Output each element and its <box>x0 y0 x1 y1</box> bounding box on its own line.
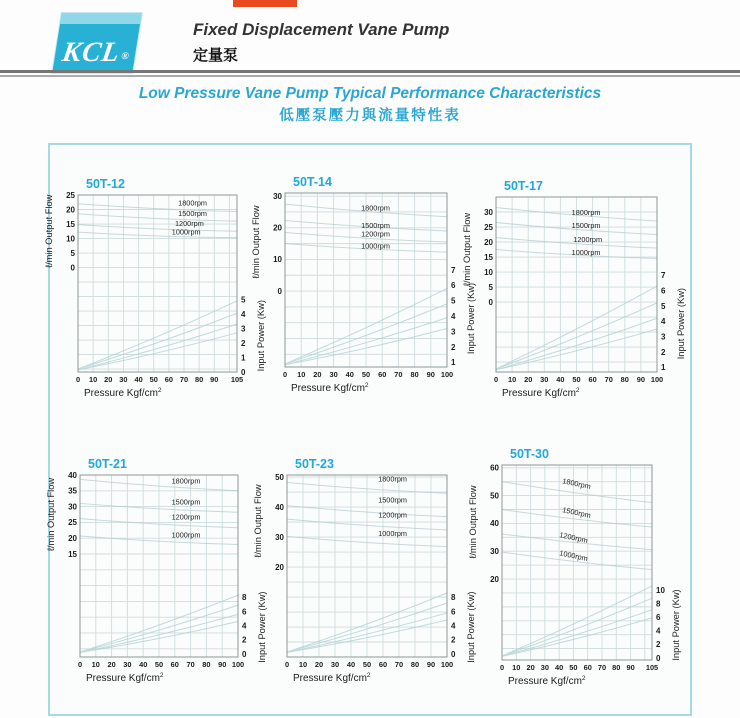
svg-text:0: 0 <box>488 297 493 307</box>
svg-text:0: 0 <box>493 375 499 384</box>
x-tick-labels <box>494 375 663 384</box>
legend-label-1000rpm: 1000rpm <box>378 529 408 539</box>
x-axis-label: Pressure Kgf/$cm^2$ <box>84 387 162 399</box>
legend-label-1800rpm: 1800rpm <box>561 476 592 492</box>
svg-text:4: 4 <box>656 626 661 636</box>
svg-text:70: 70 <box>179 375 189 384</box>
svg-text:6: 6 <box>656 612 661 622</box>
svg-text:5: 5 <box>488 282 493 292</box>
x-tick-labels <box>500 663 658 672</box>
svg-text:40: 40 <box>139 660 148 669</box>
x-tick-labels <box>283 370 453 379</box>
svg-text:40: 40 <box>134 375 143 384</box>
svg-text:50: 50 <box>149 375 158 384</box>
legend-label-1800rpm: 1800rpm <box>378 474 408 484</box>
svg-text:50: 50 <box>569 663 578 672</box>
legend-label-1800rpm: 1800rpm <box>178 198 207 208</box>
chart-title: 50T-14 <box>293 175 332 189</box>
svg-text:3: 3 <box>241 324 246 334</box>
flow-curve-1200rpm <box>78 225 237 232</box>
legend-label-1000rpm: 1000rpm <box>171 530 201 540</box>
svg-text:25: 25 <box>68 518 77 528</box>
svg-text:7: 7 <box>451 265 456 275</box>
svg-text:6: 6 <box>661 286 666 296</box>
svg-text:60: 60 <box>170 660 179 669</box>
svg-text:30: 30 <box>329 370 338 379</box>
svg-text:30: 30 <box>119 375 128 384</box>
svg-text:20: 20 <box>524 375 533 384</box>
svg-text:8: 8 <box>242 593 247 603</box>
legend-label-1000rpm: 1000rpm <box>571 247 601 257</box>
svg-text:90: 90 <box>426 660 436 669</box>
power-tick-labels <box>241 295 246 377</box>
legend-label-1000rpm: 1000rpm <box>171 227 201 237</box>
svg-text:80: 80 <box>202 660 211 669</box>
svg-text:25: 25 <box>484 222 493 232</box>
svg-text:10: 10 <box>89 375 98 384</box>
svg-text:80: 80 <box>195 375 204 384</box>
legend <box>361 203 390 250</box>
svg-text:40: 40 <box>555 663 564 672</box>
power-curve-1000rpm <box>78 333 237 370</box>
grid <box>502 465 652 660</box>
svg-text:0: 0 <box>656 653 661 663</box>
legend-label-1800rpm: 1800rpm <box>171 476 201 486</box>
svg-text:0: 0 <box>70 263 75 273</box>
flow-tick-labels <box>490 464 499 584</box>
svg-text:20: 20 <box>68 533 77 543</box>
svg-text:2: 2 <box>451 635 456 645</box>
legend-label-1200rpm: 1200rpm <box>174 218 204 228</box>
chart-50T-14 <box>247 170 483 407</box>
legend <box>172 477 201 540</box>
svg-text:90: 90 <box>426 370 435 379</box>
chart-title: 50T-23 <box>295 457 334 471</box>
svg-text:20: 20 <box>275 562 284 572</box>
svg-text:2: 2 <box>242 635 247 645</box>
svg-text:60: 60 <box>588 375 597 384</box>
svg-text:10: 10 <box>297 370 306 379</box>
svg-text:70: 70 <box>394 660 404 669</box>
svg-text:0: 0 <box>75 375 81 384</box>
svg-text:4: 4 <box>451 311 456 321</box>
svg-text:10: 10 <box>656 585 665 595</box>
svg-text:20: 20 <box>107 660 116 669</box>
legend <box>559 476 592 563</box>
svg-text:50: 50 <box>572 375 581 384</box>
svg-text:0: 0 <box>77 660 83 669</box>
svg-text:6: 6 <box>451 281 456 291</box>
svg-text:80: 80 <box>410 370 419 379</box>
svg-text:1: 1 <box>661 363 666 373</box>
svg-text:60: 60 <box>583 663 592 672</box>
power-axis-label: Input Power (Kw) <box>671 589 681 661</box>
svg-text:100: 100 <box>440 370 454 379</box>
legend-label-1500rpm: 1500rpm <box>178 208 207 218</box>
svg-text:6: 6 <box>451 607 456 617</box>
svg-text:105: 105 <box>645 663 659 672</box>
svg-text:5: 5 <box>70 248 75 258</box>
svg-text:10: 10 <box>273 255 282 265</box>
svg-text:30: 30 <box>330 660 340 669</box>
chart-50T-21 <box>42 452 274 697</box>
svg-text:100: 100 <box>231 660 245 669</box>
svg-text:15: 15 <box>68 549 77 559</box>
svg-text:20: 20 <box>484 237 493 247</box>
svg-text:10: 10 <box>484 267 493 277</box>
svg-text:50: 50 <box>362 660 372 669</box>
chart-title: 50T-30 <box>510 447 549 461</box>
svg-text:70: 70 <box>186 660 195 669</box>
svg-text:70: 70 <box>394 370 403 379</box>
svg-text:15: 15 <box>484 252 493 262</box>
svg-text:70: 70 <box>597 663 607 672</box>
svg-text:90: 90 <box>218 660 227 669</box>
power-tick-labels <box>451 593 456 659</box>
flow-axis-label: ℓ/min Output Flow <box>462 212 472 287</box>
svg-text:0: 0 <box>241 367 246 377</box>
chart-title: 50T-21 <box>88 457 127 471</box>
legend-label-1800rpm: 1800rpm <box>571 208 601 218</box>
legend-label-1200rpm: 1200rpm <box>378 510 408 520</box>
svg-text:30: 30 <box>275 532 284 542</box>
svg-text:105: 105 <box>230 375 244 384</box>
legend-label-1500rpm: 1500rpm <box>561 505 592 520</box>
svg-text:10: 10 <box>507 375 517 384</box>
svg-text:10: 10 <box>512 663 521 672</box>
plot-border <box>502 465 652 660</box>
flow-tick-labels <box>66 191 75 273</box>
svg-text:40: 40 <box>346 660 356 669</box>
svg-text:30: 30 <box>273 191 282 201</box>
legend-label-1200rpm: 1200rpm <box>558 530 589 545</box>
svg-text:2: 2 <box>241 338 246 348</box>
svg-text:6: 6 <box>242 607 247 617</box>
svg-text:40: 40 <box>556 375 565 384</box>
subtitle-en: Low Pressure Vane Pump Typical Performance Characteristics <box>138 85 602 102</box>
svg-text:1: 1 <box>241 353 246 363</box>
flow-curve-1500rpm <box>78 214 237 221</box>
svg-text:50: 50 <box>490 491 499 501</box>
flow-curve-1000rpm <box>78 232 237 238</box>
svg-text:30: 30 <box>540 663 549 672</box>
legend-label-1200rpm: 1200rpm <box>171 512 201 522</box>
chart-title: 50T-17 <box>504 179 543 193</box>
power-tick-labels <box>451 266 456 367</box>
legend-label-1500rpm: 1500rpm <box>361 220 390 230</box>
flow-curves <box>78 204 237 238</box>
svg-text:30: 30 <box>540 375 549 384</box>
svg-text:90: 90 <box>626 663 635 672</box>
svg-text:0: 0 <box>451 649 456 659</box>
flow-tick-labels <box>484 208 493 307</box>
power-axis-label: Input Power (Kw) <box>466 591 476 663</box>
page-title-zh: 定量泵 <box>193 47 239 64</box>
plot-border <box>78 195 237 372</box>
svg-text:30: 30 <box>68 502 77 512</box>
legend-label-1200rpm: 1200rpm <box>573 235 603 245</box>
svg-text:60: 60 <box>378 660 388 669</box>
svg-text:60: 60 <box>490 463 499 473</box>
svg-text:60: 60 <box>378 370 387 379</box>
svg-text:40: 40 <box>345 370 354 379</box>
svg-text:20: 20 <box>273 223 282 233</box>
svg-text:20: 20 <box>490 574 499 584</box>
flow-axis-label: ℓ/min Output Flow <box>46 477 56 552</box>
flow-axis-label: ℓ/min Output Flow <box>253 484 263 558</box>
chart-50T-17 <box>458 174 693 412</box>
logo-word: KCL <box>60 37 123 68</box>
subtitle-zh: 低壓泵壓力與流量特性表 <box>279 108 461 124</box>
svg-text:35: 35 <box>68 486 77 496</box>
svg-text:70: 70 <box>604 375 613 384</box>
svg-text:60: 60 <box>164 375 173 384</box>
svg-text:3: 3 <box>451 327 456 337</box>
svg-text:4: 4 <box>242 621 247 631</box>
svg-text:2: 2 <box>661 347 666 357</box>
svg-text:10: 10 <box>298 660 308 669</box>
svg-text:5: 5 <box>661 301 666 311</box>
svg-text:80: 80 <box>620 375 629 384</box>
power-axis-label: Input Power (Kw) <box>466 282 476 355</box>
svg-text:4: 4 <box>451 621 456 631</box>
svg-text:20: 20 <box>313 370 322 379</box>
svg-text:0: 0 <box>242 649 247 659</box>
svg-text:1: 1 <box>451 358 456 368</box>
svg-text:90: 90 <box>210 375 219 384</box>
power-axis-label: Input Power (Kw) <box>676 287 686 360</box>
svg-text:20: 20 <box>66 205 75 215</box>
x-axis-label: Pressure Kgf/$cm^2$ <box>293 672 371 684</box>
legend-label-1500rpm: 1500rpm <box>378 495 408 505</box>
svg-text:30: 30 <box>484 207 493 217</box>
svg-text:5: 5 <box>241 295 246 305</box>
flow-tick-labels <box>273 192 282 296</box>
power-axis-label: Input Power (Kw) <box>256 300 266 372</box>
svg-text:3: 3 <box>661 332 666 342</box>
power-curve-1200rpm <box>502 610 652 657</box>
legend-label-1000rpm: 1000rpm <box>361 241 390 251</box>
svg-text:20: 20 <box>526 663 535 672</box>
svg-text:2: 2 <box>656 640 661 650</box>
grid <box>78 195 237 372</box>
x-axis-label: Pressure Kgf/$cm^2$ <box>291 382 369 394</box>
svg-text:0: 0 <box>499 663 505 672</box>
svg-text:0: 0 <box>277 286 282 296</box>
svg-text:5: 5 <box>451 296 456 306</box>
legend <box>378 474 407 538</box>
grid <box>287 475 447 657</box>
x-tick-labels <box>285 660 453 669</box>
flow-curve-1800rpm <box>78 204 237 212</box>
svg-text:20: 20 <box>314 660 324 669</box>
svg-text:0: 0 <box>284 660 290 669</box>
svg-text:50: 50 <box>361 370 371 379</box>
svg-text:7: 7 <box>661 271 666 281</box>
svg-text:10: 10 <box>91 660 100 669</box>
power-curve-1200rpm <box>78 324 237 370</box>
x-tick-labels <box>76 375 243 384</box>
svg-text:80: 80 <box>612 663 621 672</box>
svg-text:30: 30 <box>490 547 499 557</box>
flow-axis-label: ℓ/min Output Flow <box>251 205 261 279</box>
grid <box>285 193 447 367</box>
power-axis-label: Input Power (Kw) <box>257 591 267 663</box>
legend-label-1800rpm: 1800rpm <box>361 203 390 213</box>
svg-text:4: 4 <box>241 309 246 319</box>
flow-tick-labels <box>68 471 77 559</box>
svg-text:40: 40 <box>68 470 77 480</box>
flow-axis-label: ℓ/min Output Flow <box>44 194 54 268</box>
chart-50T-30 <box>464 442 688 700</box>
svg-text:90: 90 <box>636 375 646 384</box>
page-title-en: Fixed Displacement Vane Pump <box>193 20 450 39</box>
svg-text:15: 15 <box>66 219 75 229</box>
x-axis-label: Pressure Kgf/$cm^2$ <box>502 387 580 399</box>
power-curve-1500rpm <box>78 313 237 369</box>
svg-text:50: 50 <box>154 660 164 669</box>
svg-text:100: 100 <box>650 375 664 384</box>
svg-text:80: 80 <box>410 660 420 669</box>
legend-label-1500rpm: 1500rpm <box>171 497 201 507</box>
svg-text:100: 100 <box>440 660 454 669</box>
svg-text:30: 30 <box>123 660 132 669</box>
svg-text:50: 50 <box>275 472 284 482</box>
chart-title: 50T-12 <box>86 177 125 191</box>
chart-50T-12 <box>40 172 273 412</box>
flow-tick-labels <box>275 473 284 572</box>
power-tick-labels <box>656 586 665 663</box>
legend-label-1000rpm: 1000rpm <box>558 548 589 564</box>
flow-axis-label: ℓ/min Output Flow <box>468 485 478 559</box>
svg-text:40: 40 <box>490 519 499 529</box>
svg-text:20: 20 <box>104 375 113 384</box>
svg-text:2: 2 <box>451 342 456 352</box>
registered-mark: ® <box>120 51 131 62</box>
power-tick-labels <box>242 593 247 659</box>
x-axis-label: Pressure Kgf/$cm^2$ <box>508 675 586 687</box>
chart-50T-23 <box>249 452 483 697</box>
svg-text:0: 0 <box>282 370 288 379</box>
svg-text:10: 10 <box>66 234 75 244</box>
svg-text:40: 40 <box>275 502 284 512</box>
svg-text:25: 25 <box>66 190 75 200</box>
legend-label-1500rpm: 1500rpm <box>571 221 601 231</box>
power-tick-labels <box>661 271 666 372</box>
svg-text:4: 4 <box>661 317 666 327</box>
x-tick-labels <box>78 660 244 669</box>
x-axis-label: Pressure Kgf/$cm^2$ <box>86 672 164 684</box>
svg-text:8: 8 <box>656 599 661 609</box>
legend-label-1200rpm: 1200rpm <box>361 229 390 239</box>
svg-text:8: 8 <box>451 593 456 603</box>
